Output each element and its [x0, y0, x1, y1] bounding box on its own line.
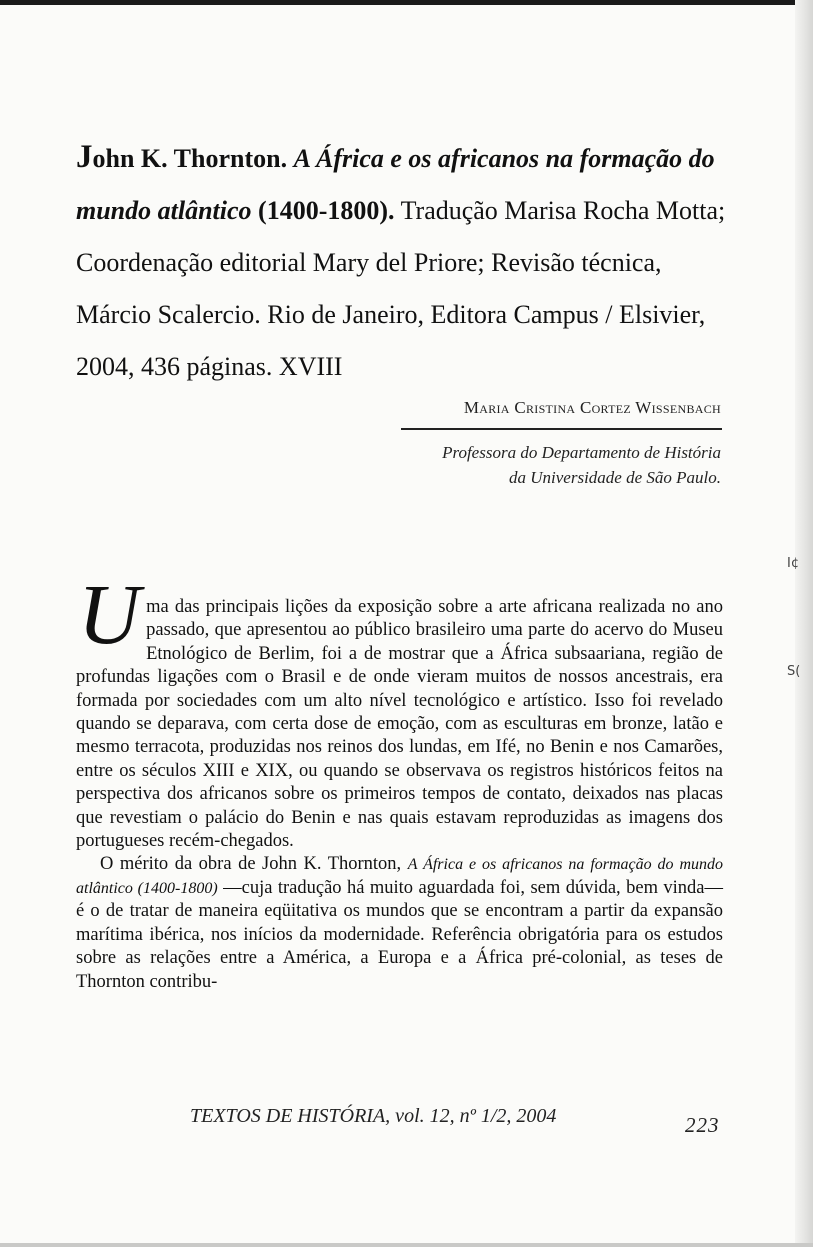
paragraph-2 — [76, 853, 723, 993]
book-details: Tradução Marisa Rocha Motta; Coordenação editorial Mary del Priore; Revisão técnica, Márcio Scalercio. Rio de Janeiro, Editora Campus / Elsivier, 2004, 436 páginas. XVIII — [76, 196, 726, 381]
book-title: A África e os africanos na formação do mundo atlântico — [76, 144, 715, 225]
book-author: ohn K. Thornton. — [92, 144, 288, 173]
reviewer-name: Maria Cristina Cortez Wissenbach — [463, 398, 721, 417]
paragraph-1-text: ma das principais lições da exposição sobre a arte africana realizada no ano passado, que apresentou ao público brasileiro uma parte do acervo do Museu Etnológico de Berlim, foi a de mostrar que a África subsaariana, região de profundas ligações com o Brasil e de onde vieram muitos de nossos ancestrais, era formada por sociedades com um alto nível tecnológico e artístico. Isso foi revelado quando se deparava, com certa dose de emoção, com as esculturas em bronze, latão e mesmo terracota, produzidas nos reinos dos lundas, em Ifé, no Benin e nos Camarões, entre os séculos XIII e XIX, ou quando se observava os registros históricos feitos na perspectiva dos africanos sobre os primeiros tempos de contato, deixados nas placas que revestiam o palácio do Benin e nas quais estavam reproduzidas as imagens dos portugueses recém-chegados. — [76, 597, 723, 852]
margin-mark-2: S( — [787, 664, 801, 679]
reviewer-affiliation — [221, 440, 721, 490]
affiliation-line-1: Professora do Departamento de História — [442, 443, 721, 462]
author-initial: J — [76, 139, 93, 175]
review-body — [76, 566, 723, 994]
page-top-edge — [0, 0, 813, 5]
page-number: 223 — [685, 1113, 720, 1137]
page-bottom-edge — [0, 1243, 813, 1247]
paragraph-1 — [76, 566, 723, 853]
affiliation-line-2: da Universidade de São Paulo. — [509, 468, 721, 487]
paragraph-2-title: A África e os africanos na formação do mundo atlântico (1400-1800) — [76, 856, 723, 897]
margin-mark-1: I¢ — [787, 556, 800, 571]
reviewer-rule — [401, 428, 722, 430]
book-citation — [76, 131, 726, 393]
page-gutter-edge — [795, 0, 813, 1247]
drop-cap: U — [78, 566, 141, 662]
paragraph-2-start: O mérito da obra de John K. Thornton, — [100, 854, 402, 875]
paragraph-2-rest: —cuja tradução há muito aguardada foi, sem dúvida, bem vinda— é o de tratar de maneira eqüitativa os mundos que se encontram a partir da expansão marítima ibérica, nos inícios da modernidade. Referência obrigatória para os estudos sobre as relações entre a América, a Europa e a África pré-colonial, as teses de Thornton contribu- — [76, 877, 723, 992]
journal-footer: TEXTOS DE HISTÓRIA, vol. 12, nº 1/2, 2004 — [190, 1105, 557, 1127]
book-years: (1400-1800). — [258, 196, 395, 225]
